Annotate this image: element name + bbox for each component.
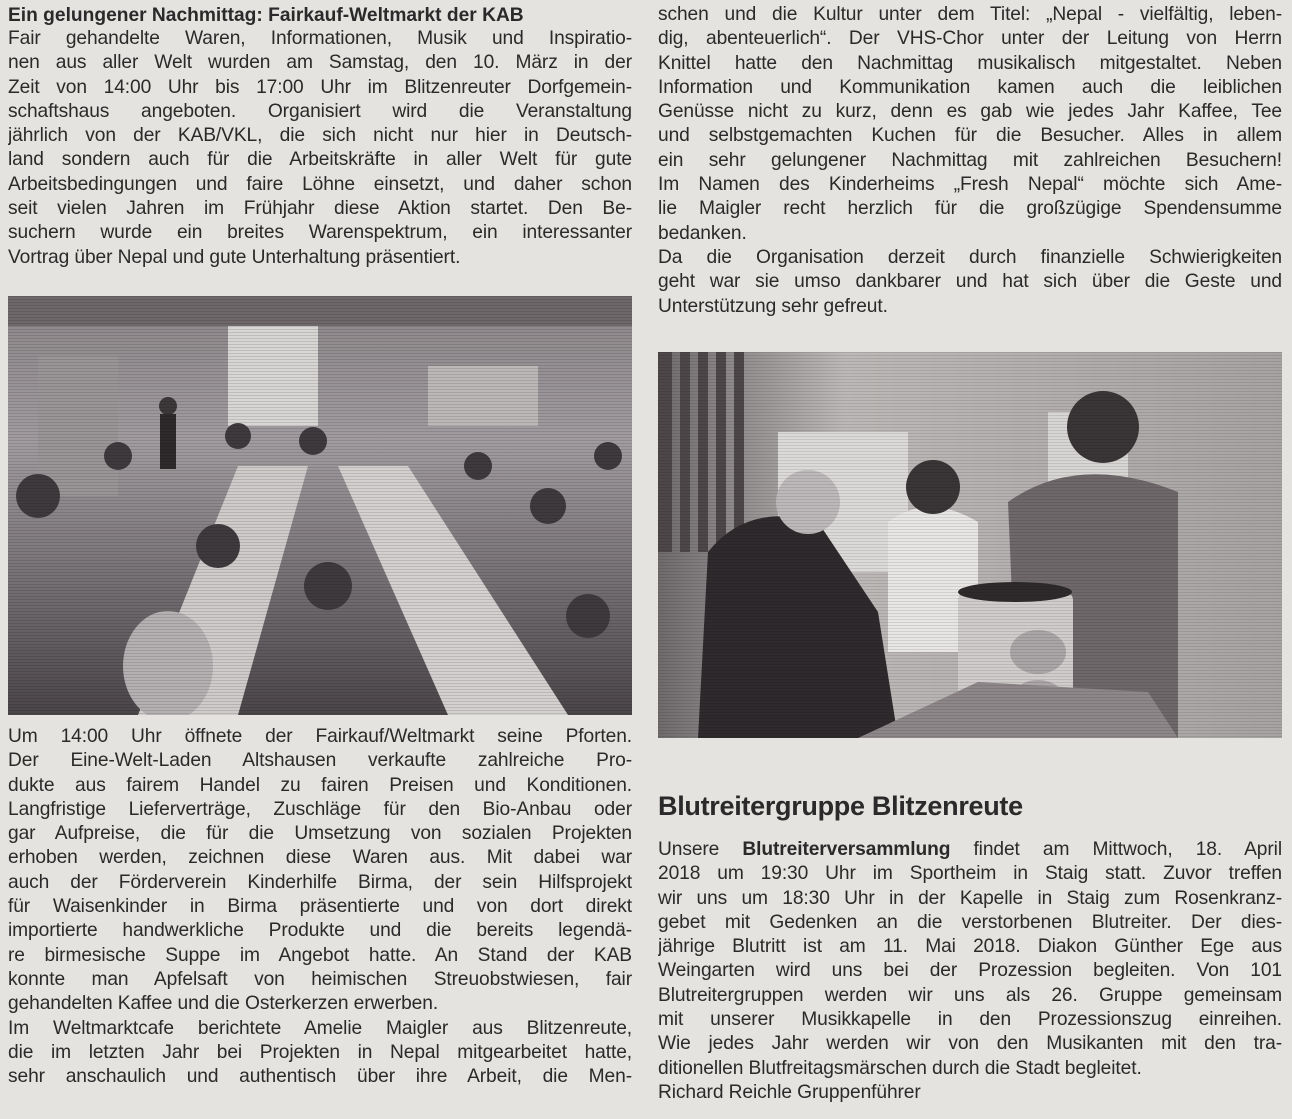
text-line: Information und Kommunikation kamen auch die leiblichen bbox=[658, 76, 1282, 98]
text-line: seit vielen Jahren im Frühjahr diese Aktion startet. Den Be- bbox=[8, 198, 632, 220]
text-line: und selbstgemachten Kuchen für die Besucher. Alles in allem bbox=[658, 125, 1282, 147]
text-line: Um 14:00 Uhr öffnete der Fairkauf/Weltmarkt seine Pforten. bbox=[8, 726, 632, 747]
text-line: Blutreitergruppen werden wir uns als 26. Gruppe gemeinsam bbox=[658, 984, 1282, 1006]
text-line: ditionellen Blutfreitagsmärschen durch die Stadt begleitet. bbox=[658, 1057, 1142, 1079]
article-headline: Blutreitergruppe Blitzenreute bbox=[658, 791, 1023, 821]
text-line: Unterstützung sehr gefreut. bbox=[658, 295, 888, 317]
text-line: wir uns um 18:30 Uhr in der Kapelle in Staig zum Rosenkranz- bbox=[658, 887, 1282, 909]
text-line: für Waisenkinder in Birma präsentierte und von dort direkt bbox=[8, 896, 632, 918]
text-line: sehr anschaulich und authentisch über ihre Arbeit, die Men- bbox=[8, 1066, 632, 1088]
article-body bbox=[658, 838, 1282, 1105]
article-continued bbox=[658, 3, 1282, 319]
text-line: 2018 um 19:30 Uhr im Sportheim in Staig statt. Zuvor treffen bbox=[658, 863, 1282, 885]
text-line: konnte man Apfelsaft von heimischen Streuobstwiesen, fair bbox=[8, 968, 632, 990]
text-segment: Unsere bbox=[658, 839, 743, 860]
text-segment: findet am Mittwoch, 18. April bbox=[950, 839, 1282, 860]
text-line: gebet mit Gedenken an die verstorbenen Blutreiter. Der dies- bbox=[658, 911, 1282, 933]
soup-serving-image bbox=[658, 352, 1282, 738]
text-line: mit unserer Musikkapelle in den Prozessionszug einreihen. bbox=[658, 1009, 1282, 1031]
signature: Richard Reichle Gruppenführer bbox=[658, 1081, 921, 1103]
text-line: Der Eine-Welt-Laden Altshausen verkaufte zahlreiche Pro- bbox=[8, 750, 632, 772]
article-intro bbox=[8, 27, 632, 270]
text-line: dukte aus fairem Handel zu fairen Preisen und Konditionen. bbox=[8, 774, 632, 796]
text-line: schen und die Kultur unter dem Titel: „Nepal - vielfältig, leben- bbox=[658, 4, 1282, 25]
text-line: Im Weltmarktcafe berichtete Amelie Maigler aus Blitzenreute, bbox=[8, 1017, 632, 1039]
text-line: gar Aufpreise, die für die Umsetzung von sozialen Projekten bbox=[8, 823, 632, 845]
text-line: Arbeitsbedingungen und faire Löhne einsetzt, und daher schon bbox=[8, 173, 632, 195]
text-line: Im Namen des Kinderheims „Fresh Nepal“ möchte sich Ame- bbox=[658, 174, 1282, 196]
text-line: gehandelten Kaffee und die Osterkerzen erwerben. bbox=[8, 993, 439, 1015]
article-headline: Ein gelungener Nachmittag: Fairkauf-Weltmarkt der KAB bbox=[8, 5, 524, 26]
text-line: bedanken. bbox=[658, 222, 747, 244]
text-line: lie Maigler recht herzlich für die großzügige Spendensumme bbox=[658, 198, 1282, 220]
text-line: Zeit von 14:00 Uhr bis 17:00 Uhr im Blitzenreuter Dorfgemein- bbox=[8, 76, 632, 98]
text-line: auch der Förderverein Kinderhilfe Birma, der sein Hilfsprojekt bbox=[8, 871, 632, 893]
event-hall-photo bbox=[8, 296, 632, 715]
text-line: schaftshaus angeboten. Organisiert wird die Veranstaltung bbox=[8, 100, 632, 122]
text-line: die im letzten Jahr bei Projekten in Nepal mitgearbeitet hatte, bbox=[8, 1041, 632, 1063]
text-line: Knittel hatte den Nachmittag musikalisch mitgestaltet. Neben bbox=[658, 52, 1282, 74]
event-name: Blutreiterversammlung bbox=[742, 839, 951, 860]
event-hall-image bbox=[8, 296, 632, 715]
text-line: re birmesische Suppe im Angebot hatte. An Stand der KAB bbox=[8, 944, 632, 966]
text-line bbox=[658, 838, 1282, 862]
text-line: Wie jedes Jahr werden wir von den Musikanten mit den tra- bbox=[658, 1033, 1282, 1055]
text-line: Da die Organisation derzeit durch finanzielle Schwierigkeiten bbox=[658, 246, 1282, 268]
text-line: Fair gehandelte Waren, Informationen, Musik und Inspiratio- bbox=[8, 28, 632, 49]
text-line: jährlich von der KAB/VKL, die sich nicht nur hier in Deutsch- bbox=[8, 125, 632, 147]
text-line: Genüsse nicht zu kurz, denn es gab wie jedes Jahr Kaffee, Tee bbox=[658, 101, 1282, 123]
text-line: Langfristige Lieferverträge, Zuschläge für den Bio-Anbau oder bbox=[8, 798, 632, 820]
text-line: land sondern auch für die Arbeitskräfte in aller Welt für gute bbox=[8, 149, 632, 171]
text-line: Weingarten wird uns bei der Prozession begleiten. Von 101 bbox=[658, 960, 1282, 982]
text-line: nen aus aller Welt wurden am Samstag, den 10. März in der bbox=[8, 52, 632, 74]
article-body bbox=[8, 725, 632, 1089]
text-line: dig, abenteuerlich“. Der VHS-Chor unter der Leitung von Herrn bbox=[658, 28, 1282, 50]
text-line: suchern wurde ein breites Warenspektrum, ein interessanter bbox=[8, 222, 632, 244]
text-line: geht war sie umso dankbarer und hat sich über die Geste und bbox=[658, 271, 1282, 293]
text-line: jährige Blutritt ist am 11. Mai 2018. Diakon Günther Ege aus bbox=[658, 936, 1282, 958]
text-line: ein sehr gelungener Nachmittag mit zahlreichen Besuchern! bbox=[658, 149, 1282, 171]
text-line: erhoben werden, zeichnen diese Waren aus. Mit dabei war bbox=[8, 847, 632, 869]
text-line: Vortrag über Nepal und gute Unterhaltung präsentiert. bbox=[8, 246, 461, 268]
text-line: importierte handwerkliche Produkte und die bereits legendä- bbox=[8, 920, 632, 942]
soup-serving-photo bbox=[658, 352, 1282, 738]
